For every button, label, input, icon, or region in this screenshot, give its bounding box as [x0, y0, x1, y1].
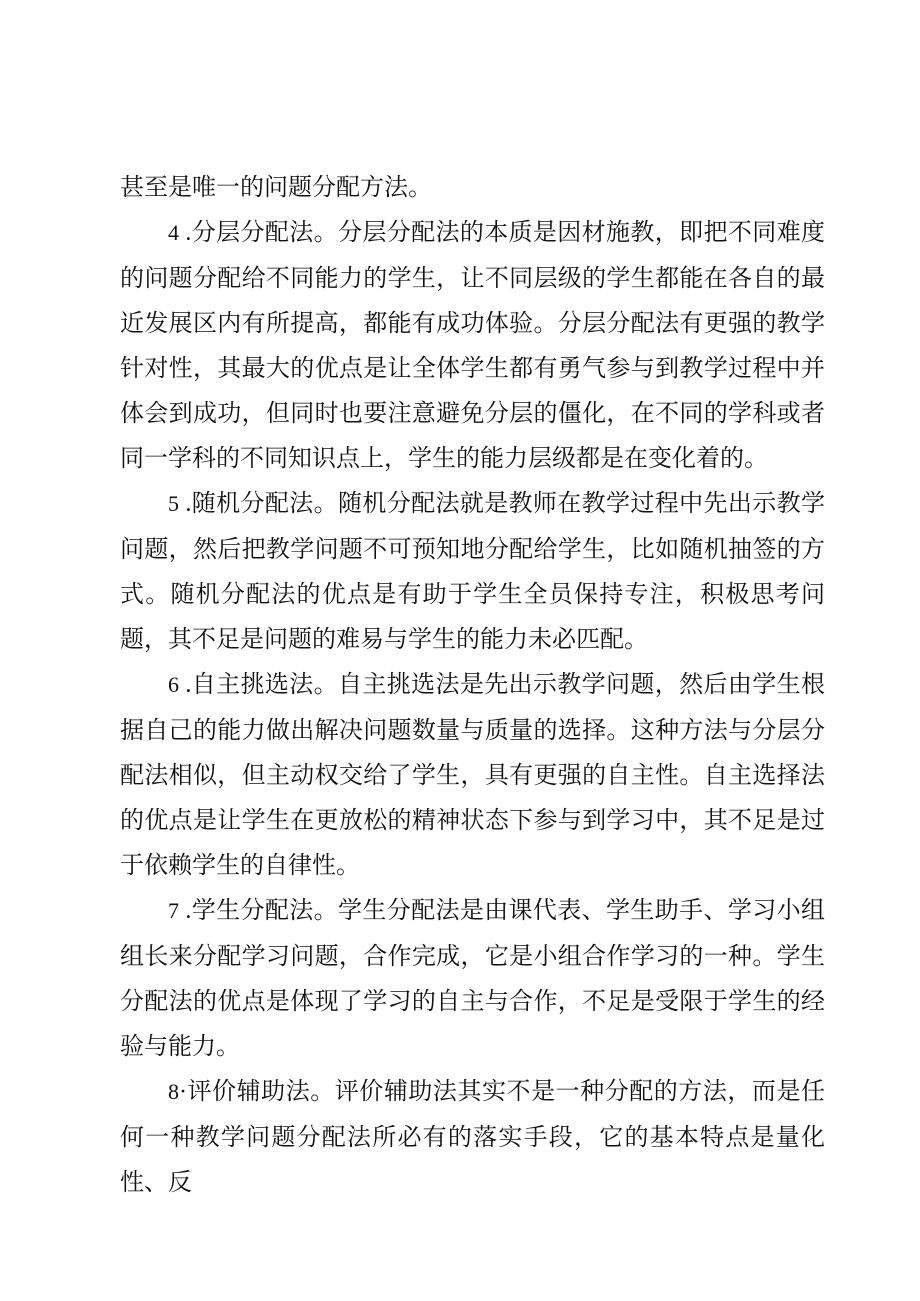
paragraph-item-6 — [120, 662, 825, 888]
paragraph-item-5 — [120, 481, 825, 662]
paragraph-item-7 — [120, 888, 825, 1069]
item-number: 6 — [168, 672, 179, 697]
document-page — [120, 165, 825, 1205]
item-separator: · — [179, 1079, 187, 1105]
paragraph-item-8 — [120, 1069, 825, 1205]
paragraph-text: 学生分配法。学生分配法是由课代表、学生助手、学习小组组长来分配学习问题，合作完成，它是小组合作学习的一种。学生分配法的优点是体现了学习的自主与合作，不足是受限于学生的经验与能力。 — [120, 896, 826, 1060]
paragraph-continuation — [120, 165, 825, 210]
item-number: 4 — [168, 220, 179, 245]
paragraph-text: 评价辅助法。评价辅助法其实不是一种分配的方法，而是任何一种教学问题分配法所必有的落实手段，它的基本特点是量化性、反 — [120, 1077, 825, 1196]
item-number: 7 — [168, 898, 179, 923]
paragraph-item-4 — [120, 210, 825, 481]
item-separator: . — [179, 672, 192, 698]
paragraph-text: 自主挑选法。自主挑选法是先出示教学问题，然后由学生根据自己的能力做出解决问题数量与质量的选择。这种方法与分层分配法相似，但主动权交给了学生，具有更强的自主性。自主选择法的优点是让学生在更放松的精神状态下参与到学习中，其不足是过于依赖学生的自律性。 — [120, 670, 826, 879]
item-number: 5 — [168, 491, 179, 516]
paragraph-text: 分层分配法。分层分配法的本质是因材施教，即把不同难度的问题分配给不同能力的学生，让不同层级的学生都能在各自的最近发展区内有所提高，都能有成功体验。分层分配法有更强的教学针对性，其最大的优点是让全体学生都有勇气参与到教学过程中并体会到成功，但同时也要注意避免分层的僵化，在不同的学科或者同一学科的不同知识点上，学生的能力层级都是在变化着的。 — [120, 218, 826, 472]
paragraph-text: 甚至是唯一的问题分配方法。 — [120, 173, 432, 201]
paragraph-text: 随机分配法。随机分配法就是教师在教学过程中先出示教学问题，然后把教学问题不可预知地分配给学生，比如随机抽签的方式。随机分配法的优点是有助于学生全员保持专注，积极思考问题，其不足是问题的难易与学生的能力未必匹配。 — [120, 489, 826, 653]
item-separator: . — [179, 491, 192, 517]
item-number: 8 — [168, 1079, 179, 1104]
item-separator: . — [179, 220, 192, 246]
item-separator: . — [179, 898, 192, 924]
